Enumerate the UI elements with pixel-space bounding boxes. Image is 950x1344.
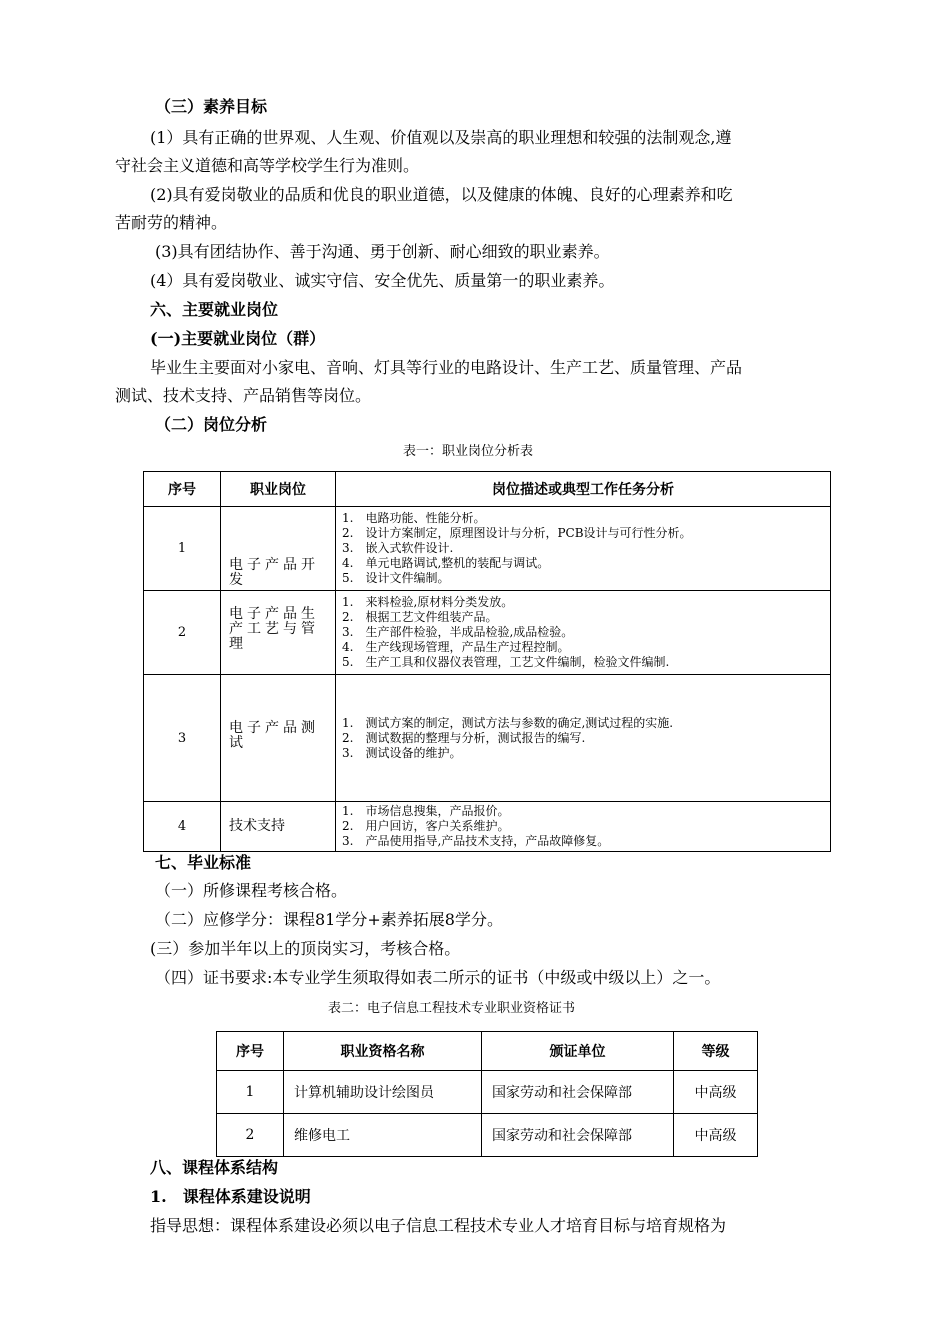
job-description [336, 802, 831, 852]
section-heading-curriculum: 八、课程体系结构 [150, 1158, 279, 1177]
desc-line: 1. 来料检验,原材料分类发放。 [342, 595, 514, 609]
desc-line: 5. 生产工具和仪器仪表管理，工艺文件编制，检验文件编制. [342, 655, 670, 669]
desc-line: 3. 嵌入式软件设计. [342, 541, 454, 555]
row-number: 3 [144, 675, 221, 802]
paragraph-line: 测试、技术支持、产品销售等岗位。 [115, 386, 372, 405]
job-post: 电子产品生产工艺与管理 [221, 591, 336, 675]
table-row [144, 675, 831, 802]
job-description [336, 591, 831, 675]
issuing-org: 国家劳动和社会保障部 [482, 1114, 674, 1157]
table1-caption: 表一：职业岗位分析表 [403, 444, 534, 459]
row-number: 2 [217, 1114, 284, 1157]
table2-caption: 表二：电子信息工程技术专业职业资格证书 [328, 1001, 576, 1016]
certificate-name: 维修电工 [284, 1114, 482, 1157]
job-post: 技术支持 [221, 802, 336, 852]
row-number: 2 [144, 591, 221, 675]
header-cell: 岗位描述或典型工作任务分析 [336, 472, 831, 507]
desc-line: 1. 电路功能、性能分析。 [342, 511, 486, 525]
header-cell: 序号 [217, 1032, 284, 1071]
paragraph-line: 苦耐劳的精神。 [115, 213, 228, 232]
job-post: 电子产品开发 [221, 507, 336, 591]
paragraph-line: 指导思想：课程体系建设必须以电子信息工程技术专业人才培育目标与培育规格为 [150, 1216, 727, 1235]
table-row [144, 802, 831, 852]
subsection-heading-analysis: （二）岗位分析 [155, 415, 268, 434]
row-number: 4 [144, 802, 221, 852]
desc-line: 2. 设计方案制定，原理图设计与分析，PCB设计与可行性分析。 [342, 526, 692, 540]
subsection-heading-curriculum-note: 1. 课程体系建设说明 [150, 1187, 311, 1206]
desc-line: 1. 市场信息搜集，产品报价。 [342, 804, 510, 818]
row-number: 1 [217, 1071, 284, 1114]
desc-line: 2. 测试数据的整理与分析，测试报告的编写. [342, 730, 586, 745]
certificate-table [216, 1031, 758, 1157]
paragraph-line: (2)具有爱岗敬业的品质和优良的职业道德，以及健康的体魄、良好的心理素养和吃 [150, 185, 733, 204]
header-cell: 职业资格名称 [284, 1032, 482, 1071]
desc-line: 2. 根据工艺文件组装产品。 [342, 610, 498, 624]
job-description [336, 675, 831, 802]
table-row [217, 1114, 758, 1157]
paragraph-line: 守社会主义道德和高等学校学生行为准则。 [115, 156, 420, 175]
paragraph-line: (4）具有爱岗敬业、诚实守信、安全优先、质量第一的职业素养。 [150, 271, 615, 290]
desc-line: 4. 单元电路调试,整机的装配与调试。 [342, 556, 550, 570]
certificate-level: 中高级 [674, 1114, 758, 1157]
table-row [217, 1071, 758, 1114]
desc-line: 1. 测试方案的制定，测试方法与参数的确定,测试过程的实施. [342, 715, 674, 730]
job-description [336, 507, 831, 591]
section-heading-quality-goals: （三）素养目标 [155, 97, 268, 116]
job-post: 电子产品测试 [221, 675, 336, 802]
paragraph-line: (3)具有团结协作、善于沟通、勇于创新、耐心细致的职业素养。 [155, 242, 610, 261]
desc-line: 2. 用户回访，客户关系维护。 [342, 819, 510, 833]
certificate-level: 中高级 [674, 1071, 758, 1114]
paragraph-line: 毕业生主要面对小家电、音响、灯具等行业的电路设计、生产工艺、质量管理、产品 [150, 358, 743, 377]
desc-line: 3. 产品使用指导,产品技术支持，产品故障修复。 [342, 834, 610, 848]
paragraph-line: （四）证书要求:本专业学生须取得如表二所示的证书（中级或中级以上）之一。 [155, 968, 721, 987]
row-number: 1 [144, 507, 221, 591]
subsection-heading-posts: (一)主要就业岗位（群） [150, 329, 326, 348]
section-heading-graduation: 七、毕业标准 [155, 853, 252, 872]
table-header-row [144, 472, 831, 507]
table-row [144, 591, 831, 675]
paragraph-line: (1）具有正确的世界观、人生观、价值观以及崇高的职业理想和较强的法制观念,遵 [150, 128, 732, 147]
job-analysis-table [143, 471, 831, 852]
desc-line: 5. 设计文件编制。 [342, 571, 450, 585]
table-header-row [217, 1032, 758, 1071]
header-cell: 等级 [674, 1032, 758, 1071]
desc-line: 3. 生产部件检验，半成品检验,成品检验。 [342, 625, 574, 639]
header-cell: 职业岗位 [221, 472, 336, 507]
paragraph-line: （一）所修课程考核合格。 [155, 881, 348, 900]
paragraph-line: (三）参加半年以上的顶岗实习，考核合格。 [150, 939, 461, 958]
paragraph-line: （二）应修学分：课程81学分+素养拓展8学分。 [155, 910, 503, 929]
desc-line: 4. 生产线现场管理，产品生产过程控制。 [342, 640, 570, 654]
table-row [144, 507, 831, 591]
header-cell: 序号 [144, 472, 221, 507]
desc-line: 3. 测试设备的维护。 [342, 745, 462, 760]
section-heading-employment: 六、主要就业岗位 [150, 300, 279, 319]
header-cell: 颁证单位 [482, 1032, 674, 1071]
certificate-name: 计算机辅助设计绘图员 [284, 1071, 482, 1114]
issuing-org: 国家劳动和社会保障部 [482, 1071, 674, 1114]
